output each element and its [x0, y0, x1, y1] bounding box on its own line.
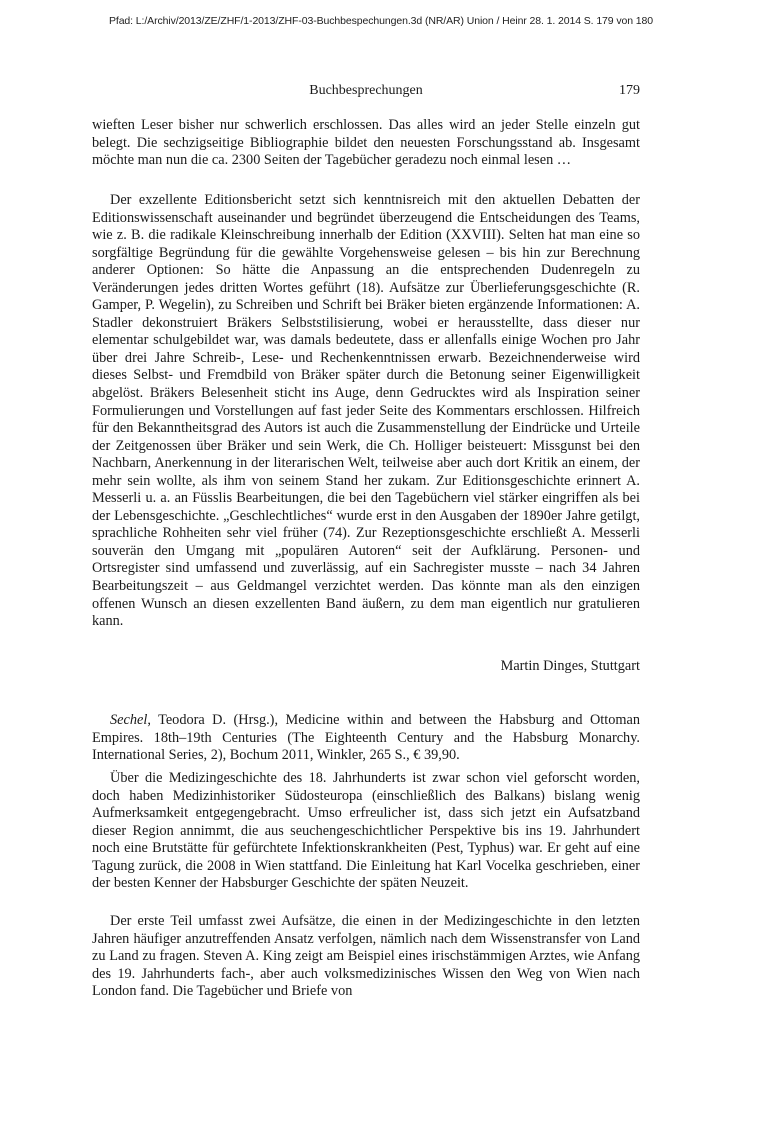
paragraph-continued: wieften Leser bisher nur schwerlich erschlossen. Das alles wird an jeder Stelle einzeln gut belegt. Die sechzigseitige Bibliographie bildet den neuesten Forschungsstand ab. Insgesamt möchte man nun die ca. 2300 Seiten der Tagebücher geradezu noch einmal lesen … — [92, 117, 640, 169]
paragraph-review-2: Der erste Teil umfasst zwei Aufsätze, die einen in der Medizingeschichte in den letzten Jahren häufiger anzutreffenden Ansatz verfolgen, nämlich nach dem Wissenstransfer von Land zu Land zu fragen. Steven A. King zeigt am Beispiel eines irischstämmigen Arztes, wie Anfang des 19. Jahrhunderts fach-, aber auch volksmedizinisches Wissen den Weg von Wien nach London fand. Die Tagebücher und Briefe von — [92, 913, 640, 1000]
running-head-title: Buchbesprechungen — [309, 83, 423, 98]
file-path-slug: Pfad: L:/Archiv/2013/ZE/ZHF/1-2013/ZHF-03-Buchbespechungen.3d (NR/AR) Union / Heinr 28. 1. 2014 S. 179 von 180 — [108, 15, 654, 27]
review-paragraph-2-block — [92, 913, 640, 1001]
page-number: 179 — [619, 83, 640, 98]
reference-details: , Teodora D. (Hrsg.), Medicine within and between the Habsburg and Ottoman Empires. 18th–19th Centuries (The Eighteenth Century and the Habsburg Monarchy. International Series, 2), Bochum 2011, Winkler, 265 S., € 39,90. — [92, 712, 640, 764]
paragraph-editions: Der exzellente Editionsbericht setzt sich kenntnisreich mit den aktuellen Debatten der Editionswissenschaft auseinander und begründet überzeugend die Entscheidungen des Teams, wie z. B. die radikale Kleinschreibung innerhalb der Edition (XXVIII). Selten hat man eine so sorgfältige Begründung für die gewählte Vorgehensweise gelesen – bis hin zur Berechnung anderer Optionen: So hätte die Anpassung an die entsprechenden Dudenregeln zu Veränderungen jedes dritten Wortes geführt (18). Aufsätze zur Überlieferungsgeschichte (R. Gamper, P. Wegelin), zu Schreiben und Schrift bei Bräker bieten ergänzende Informationen: A. Stadler dekonstruiert Bräkers Selbststilisierung, wobei er herausstellte, dass dieser nur elementar schulgebildet war, was damals bedeutete, dass er allenfalls einige Wochen pro Jahr über drei Jahre Schreib-, Lese- und Rechenkenntnissen erwarb. Bezeichnenderweise wird dieses Selbst- und Fremdbild von Bräker später durch die Betonung seiner Eigenwilligkeit abgelöst. Bräkers Belesenheit sticht ins Auge, denn Gedrucktes wird als Inspiration seiner Formulierungen und Vorstellungen auf fast jeder Seite des Kommentars erschlossen. Hilfreich für den Bekanntheitsgrad des Autors ist auch die Zusammenstellung der Eindrücke und Urteile der Zeitgenossen über Bräker und sein Werk, die Ch. Holliger beisteuert: Missgunst bei den Nachbarn, Anerkennung in der literarischen Welt, teilweise aber auch dort Kritik an einem, der mehr sein wollte, als ihm von seinem Stand her zukam. Zur Editionsgeschichte erinnert A. Messerli u. a. an Füsslis Bearbeitungen, die bei den Tagebüchern viel stärker eingriffen als bei der Lebensgeschichte. „Geschlechtliches“ wurde erst in den Ausgaben der 1890er Jahre getilgt, sprachliche Rohheiten sehr viel früher (74). Zur Rezeptionsgeschichte erschließt A. Messerli souverän den Umgang mit „populären Autoren“ seit der Aufklärung. Personen- und Ortsregister sind umfassend und zuverlässig, auf ein Sachregister musste – nach 34 Jahren Bearbeitungszeit – aus Geldmangel verzichtet werden. Das könnte man als den einzigen offenen Wunsch an diesen exzellenten Band äußern, zu dem man eigentlich nur gratulieren kann. — [92, 192, 640, 630]
continued-paragraph-block — [92, 117, 640, 170]
editions-paragraph-block — [92, 192, 640, 631]
reviewer-signature: Martin Dinges, Stuttgart — [500, 658, 640, 674]
reference-author: Sechel — [110, 712, 148, 728]
book-reference — [92, 712, 640, 765]
review-paragraph-1-block — [92, 770, 640, 893]
paragraph-review-1: Über die Medizingeschichte des 18. Jahrhunderts ist zwar schon viel geforscht worden, doch haben Medizinhistoriker Südosteuropa (einschließlich des Balkans) bislang wenig Aufmerksamkeit entgegengebracht. Umso erfreulicher ist, dass sich jetzt ein Aufsatzband dieser Region annimmt, die aus seuchengeschichtlicher Perspektive bis ins 19. Jahrhundert noch eine Brutstätte für gefürchtete Infektionskrankheiten (Pest, Typhus) war. Er geht auf eine Tagung zurück, die 2008 in Wien stattfand. Die Einleitung hat Karl Vocelka geschrieben, einer der besten Kenner der Habsburger Geschichte der späten Neuzeit. — [92, 770, 640, 892]
